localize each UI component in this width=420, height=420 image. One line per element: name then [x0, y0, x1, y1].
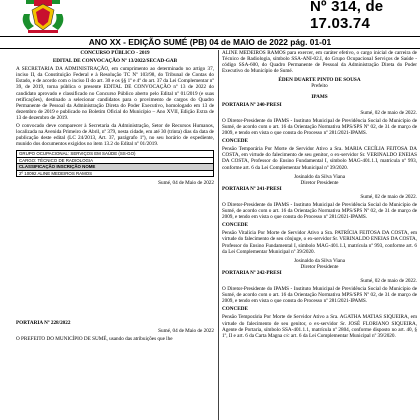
creation-law-box [286, 0, 420, 36]
edition-band-divider [0, 48, 420, 49]
portaria-242-body: Pensão Temporária Por Morte de Servidor Ativo a Sra. AGATHA MATIAS SIQUEIRA, em virtude do falecimento de seu genitor, o ex-servidor Sr. JOSÉ FLORIANO SIQUEIRA, Agente de Portaria, símbolo SSA-401.1.1, matrícula nº 2804, conforme disposto no art. 40, § 1º, II e art. 6 da Carta Magna c/c art. 6 da Lei Complementar Municipal nº 39/2020. [222, 314, 417, 339]
concede-label: CONCEDE [222, 306, 248, 313]
portaria-228-title: PORTARIA Nº 228/2022 [16, 320, 71, 327]
portaria-241-body: Pensão Vitalícia Por Morte de Servidor Ativo a Sra. PATRÍCIA FEITOSA DA COSTA, em virtude do falecimento de seu cônjuge, o ex-servidor Sr. VERINALDO ENEIAS DA COSTA, Professor do Ensino Fundamental I, símbolo MAG-401.1.I, matrícula nº 993, conforme art. 6 da Lei Complementar Municipal nº 39/2020. [222, 230, 417, 255]
signer-name: Josinaldo da Silva Viana [293, 257, 346, 264]
portaria-241-date: Sumé, 02 de maio de 2022. [360, 193, 417, 200]
newspaper-header [0, 0, 420, 36]
signer-role: Diretor Presidente [300, 179, 339, 186]
ipams-heading: IPAMS [311, 93, 328, 100]
column-divider [218, 50, 219, 420]
concede-label: CONCEDE [222, 222, 248, 229]
portaria-240-body: Pensão Temporária Por Morte de Servidor Ativo a Sra. MARIA CECÍLIA FEITOSA DA COSTA, em virtude do falecimento de seu genitor, o ex-servidor Sr. VERINALDO ENEIAS DA COSTA, Professor do Ensino Fundamental I, símbolo MAG-401.1.I, matrícula nº 993, conforme art. 6 da Lei Complementar Municipal nº 39/2020. [222, 146, 417, 171]
signer-role: Diretor Presidente [300, 263, 339, 270]
portaria-240-date: Sumé, 02 de maio de 2022. [360, 109, 417, 116]
portaria-240-title: PORTARIA Nº 240-PRESI [222, 101, 282, 108]
portaria-242-title: PORTARIA Nº 242-PRESI [222, 269, 282, 276]
signer-name: Josinaldo da Silva Viana [293, 173, 346, 180]
portaria-228-text: O PREFEITO DO MUNICÍPIO DE SUMÉ, usando das atribuições que lhe [16, 336, 173, 343]
prefeito-signature [222, 77, 417, 89]
right-column [222, 50, 417, 341]
edital-date: Sumé, 04 de Maio de 2022 [158, 180, 214, 187]
portaria-228-date: Sumé, 04 de Maio de 2022 [158, 328, 214, 335]
municipal-coat-of-arms-icon [18, 0, 68, 34]
convocation-paragraph: O convocado deve comparecer à Secretaria da Administração, Setor de Recursos Humanos, localizada na Avenida Primeiro de Abril, nº 379, nesta cidade, em até 30 (trinta) dias da data de publicação deste edital (LC 24/2013, Art. 37, parágrafo 1º), no seu horário de expediente, munido dos documentos exigidos no item 13.2 do Edital nº 01/2019. [16, 123, 214, 148]
portaria-242-text: O Diretor-Presidente do IPAMS - Instituto Municipal de Previdência Social do Município de Sumé, de acordo com o art. 16 da Orientação Normativa MPS/SPS Nº 02, de 31 de março de 2009, e tendo em vista o que consta do Processo nº 281/2021-IPAMS. [222, 286, 417, 305]
portaria-241-text: O Diretor-Presidente do IPAMS - Instituto Municipal de Previdência Social do Município de Sumé, de acordo com o art. 16 da Orientação Normativa MPS/SPS Nº 02, de 31 de março de 2009, e tendo em vista o que consta do Processo nº 281/2021-IPAMS. [222, 201, 417, 221]
left-column [16, 50, 214, 344]
diretor-signature [222, 174, 417, 186]
concede-label: CONCEDE [222, 138, 248, 145]
table-row: GRUPO OCUPACIONAL: SERVIÇOS EM SAÚDE (SS-GO) [17, 151, 213, 157]
diretor-signature [222, 258, 417, 270]
table-header-row: CLASSIFICAÇÃO INSCRIÇÃO NOME [17, 164, 213, 170]
portaria-242-date: Sumé, 02 de maio de 2022. [360, 278, 417, 284]
edition-band: ANO XX - EDIÇÃO SUMÉ (PB) 04 de MAIO de 2022 pág. 01-01 [0, 38, 420, 47]
nomination-paragraph: ALINE MEDEIROS RAMOS para exercer, em caráter efetivo, o cargo inicial de carreira de Técnico de Radiologia, símbolo SSA-ANI-02.I, do Grupo Ocupacional Serviços de Saúde - código SSA-600, do Quadro Permanente de Pessoal da Administração Direta do Poder Executivo do Município de Sumé. [222, 50, 417, 75]
creation-law-reference: Nº 314, de 17.03.74 [310, 0, 384, 32]
signature-space [16, 188, 214, 320]
signer-name: ÉDEN DUARTE PINTO DE SOUSA [278, 77, 361, 84]
table-row: CARGO: TÉCNICO DE RADIOLOGIA [17, 158, 213, 164]
edital-title: EDITAL DE CONVOCAÇÃO Nº 13/2022/SECAD-GAB [52, 58, 178, 65]
edital-paragraph: A SECRETARIA DA ADMINISTRAÇÃO, em cumprimento ao determinado no artigo 37, inciso II, da Constituição Federal e à Resolução TC Nº 103/98, do Tribunal de Contas do Estado, e de acordo com o inciso II do art. 30 e os §§ 1º e 4º do art. 37 da Lei Complementar nº 39, de 2019, torna pública o presente EDITAL DE CONVOCAÇÃO nº 13 de 2022 do candidato aprovado e classificado no Concurso Público aberto pelo Edital nº 01/2019 (e suas retificações), destinado a selecionar candidatos para o provimento de cargos do Quadro Permanente de Pessoal da Administração Direta do Poder Executivo, homologado em 13 de dezembro de 2019 e publicado no Boletim Oficial do Município – Ano XVII, Edição Extra de 13 de dezembro de 2019. [16, 66, 214, 121]
concurso-title: CONCURSO PÚBLICO - 2019 [80, 50, 150, 56]
table-row: 2º 10092 ALINE MEDEIROS RAMOS [19, 170, 93, 176]
candidate-table [16, 150, 214, 177]
signer-role: Prefeito [311, 83, 328, 90]
portaria-241-title: PORTARIA Nº 241-PRESI [222, 185, 282, 192]
portaria-240-text: O Diretor-Presidente do IPAMS - Instituto Municipal de Previdência Social do Município de Sumé, de acordo com o art. 16 da Orientação Normativa MPS/SPS Nº 02, de 31 de março de 2009, e tendo em vista o que consta do Processo nº 281/2021-IPAMS. [222, 117, 417, 137]
